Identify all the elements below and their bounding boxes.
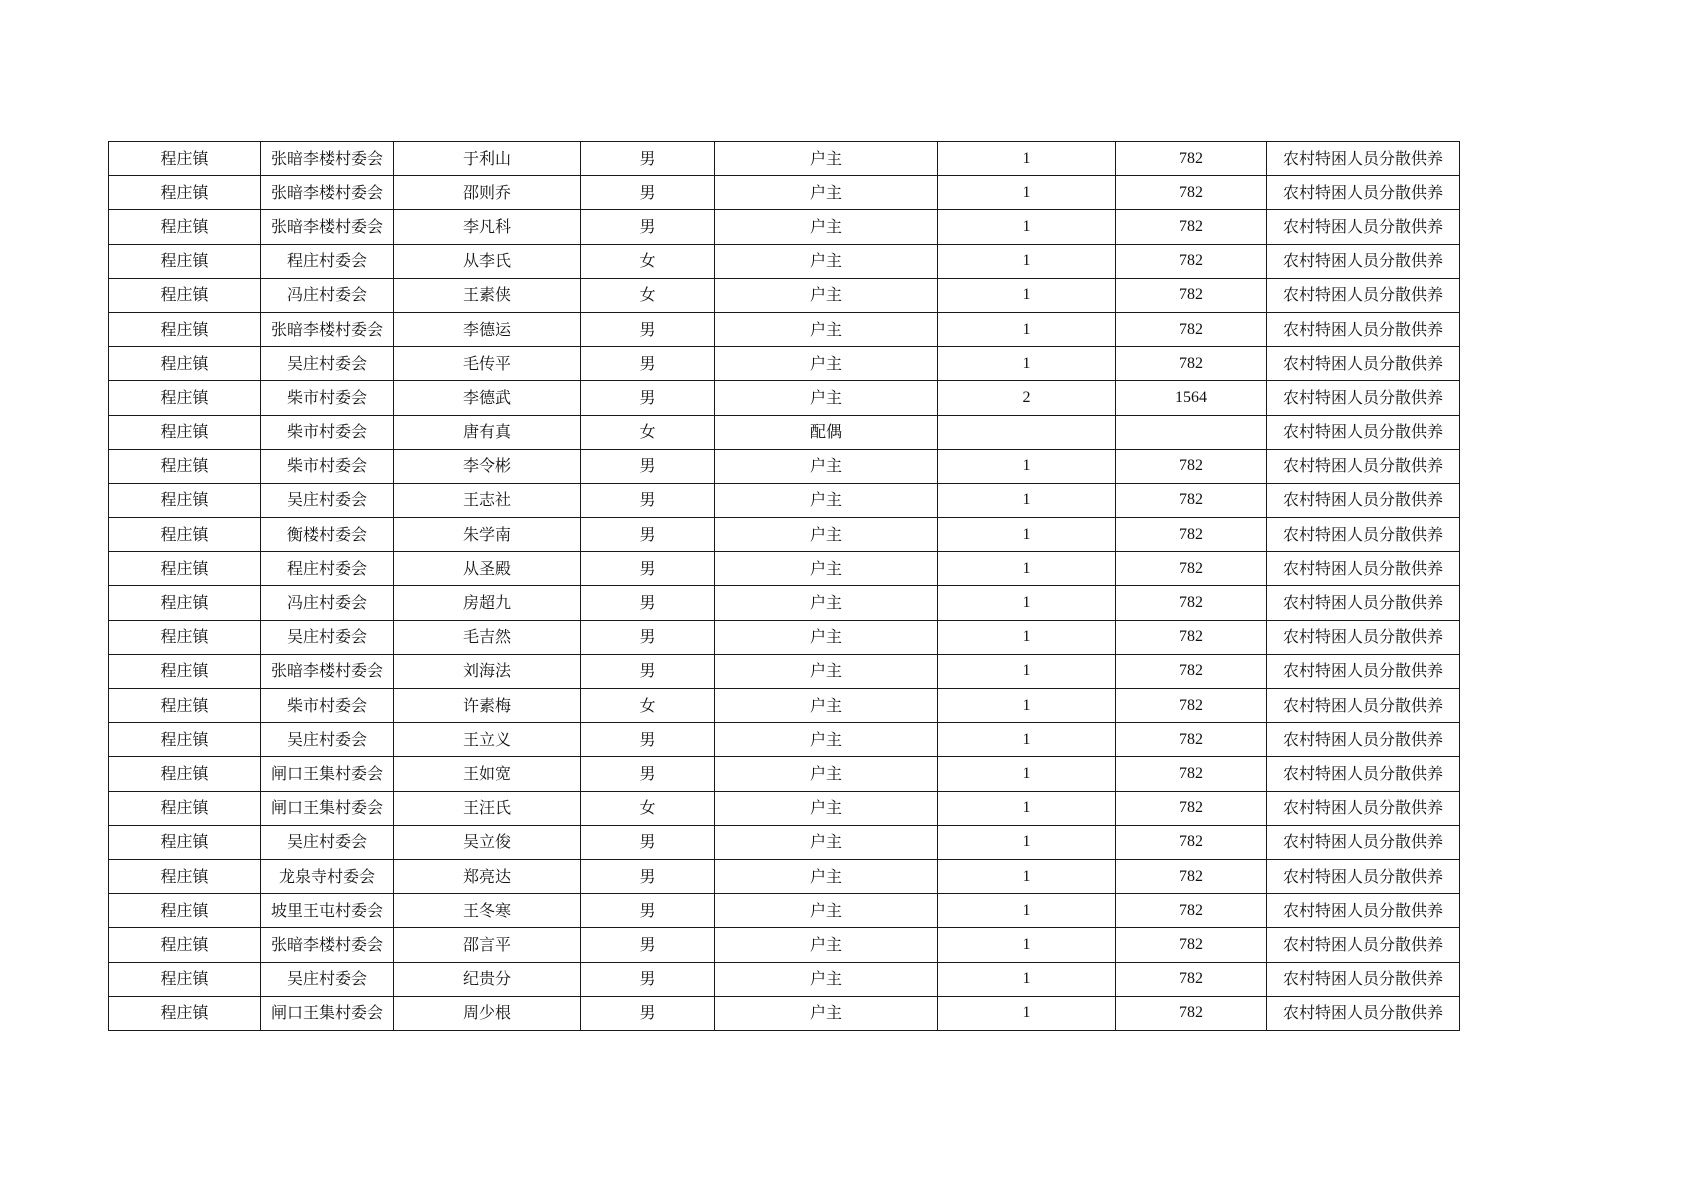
town-cell: 程庄镇: [109, 142, 261, 176]
town-cell: 程庄镇: [109, 723, 261, 757]
gender-cell: 男: [581, 620, 715, 654]
amount-cell: 782: [1116, 483, 1267, 517]
name-cell: 吴立俊: [394, 825, 581, 859]
gender-cell: 男: [581, 723, 715, 757]
category-cell: 农村特困人员分散供养: [1267, 381, 1460, 415]
household-relation-cell: 户主: [715, 996, 938, 1030]
village-committee-cell: 程庄村委会: [261, 244, 394, 278]
table-row: [109, 757, 1460, 791]
household-size-cell: 1: [938, 620, 1116, 654]
amount-cell: 782: [1116, 689, 1267, 723]
table-row: [109, 962, 1460, 996]
name-cell: 刘海法: [394, 654, 581, 688]
amount-cell: 782: [1116, 552, 1267, 586]
town-cell: 程庄镇: [109, 791, 261, 825]
village-committee-cell: 柴市村委会: [261, 449, 394, 483]
gender-cell: 男: [581, 312, 715, 346]
town-cell: 程庄镇: [109, 894, 261, 928]
town-cell: 程庄镇: [109, 586, 261, 620]
town-cell: 程庄镇: [109, 996, 261, 1030]
gender-cell: 女: [581, 415, 715, 449]
household-relation-cell: 户主: [715, 244, 938, 278]
household-size-cell: 1: [938, 483, 1116, 517]
village-committee-cell: 冯庄村委会: [261, 586, 394, 620]
household-size-cell: 1: [938, 654, 1116, 688]
household-size-cell: 1: [938, 552, 1116, 586]
gender-cell: 男: [581, 928, 715, 962]
gender-cell: 女: [581, 244, 715, 278]
household-size-cell: 2: [938, 381, 1116, 415]
gender-cell: 男: [581, 142, 715, 176]
village-committee-cell: 柴市村委会: [261, 415, 394, 449]
table-row: [109, 620, 1460, 654]
amount-cell: 782: [1116, 894, 1267, 928]
category-cell: 农村特困人员分散供养: [1267, 894, 1460, 928]
gender-cell: 女: [581, 689, 715, 723]
category-cell: 农村特困人员分散供养: [1267, 176, 1460, 210]
household-size-cell: 1: [938, 996, 1116, 1030]
household-relation-cell: 户主: [715, 347, 938, 381]
gender-cell: 男: [581, 757, 715, 791]
household-relation-cell: 户主: [715, 210, 938, 244]
household-size-cell: 1: [938, 210, 1116, 244]
town-cell: 程庄镇: [109, 415, 261, 449]
name-cell: 王志社: [394, 483, 581, 517]
town-cell: 程庄镇: [109, 210, 261, 244]
table-row: [109, 996, 1460, 1030]
category-cell: 农村特困人员分散供养: [1267, 620, 1460, 654]
category-cell: 农村特困人员分散供养: [1267, 689, 1460, 723]
village-committee-cell: 闸口王集村委会: [261, 791, 394, 825]
category-cell: 农村特困人员分散供养: [1267, 996, 1460, 1030]
town-cell: 程庄镇: [109, 278, 261, 312]
gender-cell: 男: [581, 381, 715, 415]
category-cell: 农村特困人员分散供养: [1267, 312, 1460, 346]
table-row: [109, 244, 1460, 278]
category-cell: 农村特困人员分散供养: [1267, 142, 1460, 176]
table-row: [109, 859, 1460, 893]
gender-cell: 男: [581, 210, 715, 244]
amount-cell: 782: [1116, 996, 1267, 1030]
table-row: [109, 654, 1460, 688]
name-cell: 王素侠: [394, 278, 581, 312]
amount-cell: 782: [1116, 825, 1267, 859]
table-row: [109, 928, 1460, 962]
table-row: [109, 689, 1460, 723]
town-cell: 程庄镇: [109, 176, 261, 210]
household-relation-cell: 户主: [715, 928, 938, 962]
category-cell: 农村特困人员分散供养: [1267, 928, 1460, 962]
household-size-cell: [938, 415, 1116, 449]
household-relation-cell: 户主: [715, 518, 938, 552]
household-size-cell: 1: [938, 894, 1116, 928]
village-committee-cell: 张暗李楼村委会: [261, 928, 394, 962]
category-cell: 农村特困人员分散供养: [1267, 586, 1460, 620]
village-committee-cell: 吴庄村委会: [261, 825, 394, 859]
household-size-cell: 1: [938, 757, 1116, 791]
gender-cell: 男: [581, 518, 715, 552]
village-committee-cell: 闸口王集村委会: [261, 996, 394, 1030]
gender-cell: 男: [581, 176, 715, 210]
name-cell: 毛吉然: [394, 620, 581, 654]
household-size-cell: 1: [938, 859, 1116, 893]
name-cell: 李令彬: [394, 449, 581, 483]
table-row: [109, 825, 1460, 859]
gender-cell: 女: [581, 791, 715, 825]
village-committee-cell: 吴庄村委会: [261, 620, 394, 654]
village-committee-cell: 冯庄村委会: [261, 278, 394, 312]
town-cell: 程庄镇: [109, 757, 261, 791]
amount-cell: 782: [1116, 654, 1267, 688]
household-relation-cell: 户主: [715, 654, 938, 688]
household-size-cell: 1: [938, 449, 1116, 483]
amount-cell: 782: [1116, 210, 1267, 244]
household-relation-cell: 户主: [715, 552, 938, 586]
village-committee-cell: 闸口王集村委会: [261, 757, 394, 791]
amount-cell: 782: [1116, 791, 1267, 825]
gender-cell: 男: [581, 894, 715, 928]
category-cell: 农村特困人员分散供养: [1267, 962, 1460, 996]
amount-cell: [1116, 415, 1267, 449]
table-row: [109, 278, 1460, 312]
household-size-cell: 1: [938, 176, 1116, 210]
town-cell: 程庄镇: [109, 859, 261, 893]
town-cell: 程庄镇: [109, 347, 261, 381]
household-relation-cell: 户主: [715, 586, 938, 620]
amount-cell: 782: [1116, 859, 1267, 893]
household-size-cell: 1: [938, 723, 1116, 757]
household-relation-cell: 户主: [715, 483, 938, 517]
gender-cell: 男: [581, 654, 715, 688]
household-relation-cell: 户主: [715, 689, 938, 723]
town-cell: 程庄镇: [109, 312, 261, 346]
amount-cell: 782: [1116, 244, 1267, 278]
village-committee-cell: 柴市村委会: [261, 689, 394, 723]
category-cell: 农村特困人员分散供养: [1267, 552, 1460, 586]
town-cell: 程庄镇: [109, 518, 261, 552]
table-row: [109, 210, 1460, 244]
amount-cell: 782: [1116, 620, 1267, 654]
table-row: [109, 142, 1460, 176]
gender-cell: 男: [581, 483, 715, 517]
village-committee-cell: 程庄村委会: [261, 552, 394, 586]
name-cell: 从圣殿: [394, 552, 581, 586]
category-cell: 农村特困人员分散供养: [1267, 415, 1460, 449]
amount-cell: 782: [1116, 723, 1267, 757]
support-roster-table: [108, 141, 1460, 1031]
household-relation-cell: 户主: [715, 825, 938, 859]
town-cell: 程庄镇: [109, 552, 261, 586]
household-size-cell: 1: [938, 347, 1116, 381]
amount-cell: 782: [1116, 142, 1267, 176]
name-cell: 李凡科: [394, 210, 581, 244]
category-cell: 农村特困人员分散供养: [1267, 278, 1460, 312]
household-relation-cell: 户主: [715, 962, 938, 996]
category-cell: 农村特困人员分散供养: [1267, 825, 1460, 859]
town-cell: 程庄镇: [109, 825, 261, 859]
amount-cell: 782: [1116, 928, 1267, 962]
gender-cell: 女: [581, 278, 715, 312]
town-cell: 程庄镇: [109, 620, 261, 654]
table-body: [109, 142, 1460, 1031]
name-cell: 房超九: [394, 586, 581, 620]
household-size-cell: 1: [938, 586, 1116, 620]
category-cell: 农村特困人员分散供养: [1267, 859, 1460, 893]
category-cell: 农村特困人员分散供养: [1267, 654, 1460, 688]
household-relation-cell: 户主: [715, 449, 938, 483]
household-size-cell: 1: [938, 962, 1116, 996]
name-cell: 唐有真: [394, 415, 581, 449]
name-cell: 王汪氏: [394, 791, 581, 825]
table-row: [109, 415, 1460, 449]
category-cell: 农村特困人员分散供养: [1267, 483, 1460, 517]
amount-cell: 782: [1116, 586, 1267, 620]
household-size-cell: 1: [938, 278, 1116, 312]
gender-cell: 男: [581, 996, 715, 1030]
amount-cell: 782: [1116, 449, 1267, 483]
name-cell: 纪贵分: [394, 962, 581, 996]
amount-cell: 782: [1116, 176, 1267, 210]
household-size-cell: 1: [938, 689, 1116, 723]
village-committee-cell: 吴庄村委会: [261, 483, 394, 517]
name-cell: 李德运: [394, 312, 581, 346]
household-size-cell: 1: [938, 244, 1116, 278]
household-relation-cell: 户主: [715, 312, 938, 346]
name-cell: 从李氏: [394, 244, 581, 278]
table-row: [109, 791, 1460, 825]
table-row: [109, 894, 1460, 928]
town-cell: 程庄镇: [109, 483, 261, 517]
household-size-cell: 1: [938, 142, 1116, 176]
town-cell: 程庄镇: [109, 962, 261, 996]
name-cell: 李德武: [394, 381, 581, 415]
household-relation-cell: 户主: [715, 859, 938, 893]
town-cell: 程庄镇: [109, 654, 261, 688]
household-size-cell: 1: [938, 312, 1116, 346]
amount-cell: 782: [1116, 312, 1267, 346]
gender-cell: 男: [581, 962, 715, 996]
household-relation-cell: 户主: [715, 791, 938, 825]
category-cell: 农村特困人员分散供养: [1267, 757, 1460, 791]
table-row: [109, 176, 1460, 210]
household-relation-cell: 户主: [715, 894, 938, 928]
name-cell: 朱学南: [394, 518, 581, 552]
amount-cell: 782: [1116, 518, 1267, 552]
amount-cell: 782: [1116, 757, 1267, 791]
amount-cell: 1564: [1116, 381, 1267, 415]
name-cell: 王冬寒: [394, 894, 581, 928]
village-committee-cell: 张暗李楼村委会: [261, 210, 394, 244]
village-committee-cell: 衡楼村委会: [261, 518, 394, 552]
table-row: [109, 347, 1460, 381]
category-cell: 农村特困人员分散供养: [1267, 210, 1460, 244]
name-cell: 于利山: [394, 142, 581, 176]
gender-cell: 男: [581, 552, 715, 586]
table-row: [109, 312, 1460, 346]
town-cell: 程庄镇: [109, 689, 261, 723]
table-row: [109, 518, 1460, 552]
village-committee-cell: 吴庄村委会: [261, 723, 394, 757]
household-relation-cell: 配偶: [715, 415, 938, 449]
household-relation-cell: 户主: [715, 620, 938, 654]
category-cell: 农村特困人员分散供养: [1267, 518, 1460, 552]
table-row: [109, 552, 1460, 586]
table-row: [109, 586, 1460, 620]
amount-cell: 782: [1116, 278, 1267, 312]
village-committee-cell: 张暗李楼村委会: [261, 142, 394, 176]
category-cell: 农村特困人员分散供养: [1267, 244, 1460, 278]
gender-cell: 男: [581, 347, 715, 381]
name-cell: 邵则乔: [394, 176, 581, 210]
household-relation-cell: 户主: [715, 278, 938, 312]
name-cell: 邵言平: [394, 928, 581, 962]
household-size-cell: 1: [938, 518, 1116, 552]
category-cell: 农村特困人员分散供养: [1267, 791, 1460, 825]
household-size-cell: 1: [938, 928, 1116, 962]
town-cell: 程庄镇: [109, 449, 261, 483]
village-committee-cell: 张暗李楼村委会: [261, 312, 394, 346]
table-row: [109, 449, 1460, 483]
table-row: [109, 723, 1460, 757]
table-row: [109, 483, 1460, 517]
household-relation-cell: 户主: [715, 176, 938, 210]
household-relation-cell: 户主: [715, 381, 938, 415]
village-committee-cell: 吴庄村委会: [261, 347, 394, 381]
name-cell: 郑亮达: [394, 859, 581, 893]
table-row: [109, 381, 1460, 415]
gender-cell: 男: [581, 586, 715, 620]
village-committee-cell: 坡里王屯村委会: [261, 894, 394, 928]
household-size-cell: 1: [938, 791, 1116, 825]
town-cell: 程庄镇: [109, 244, 261, 278]
name-cell: 许素梅: [394, 689, 581, 723]
town-cell: 程庄镇: [109, 381, 261, 415]
village-committee-cell: 张暗李楼村委会: [261, 176, 394, 210]
village-committee-cell: 吴庄村委会: [261, 962, 394, 996]
name-cell: 王如宽: [394, 757, 581, 791]
household-relation-cell: 户主: [715, 723, 938, 757]
name-cell: 王立义: [394, 723, 581, 757]
name-cell: 周少根: [394, 996, 581, 1030]
name-cell: 毛传平: [394, 347, 581, 381]
gender-cell: 男: [581, 859, 715, 893]
gender-cell: 男: [581, 449, 715, 483]
town-cell: 程庄镇: [109, 928, 261, 962]
village-committee-cell: 龙泉寺村委会: [261, 859, 394, 893]
village-committee-cell: 张暗李楼村委会: [261, 654, 394, 688]
amount-cell: 782: [1116, 347, 1267, 381]
amount-cell: 782: [1116, 962, 1267, 996]
household-relation-cell: 户主: [715, 757, 938, 791]
village-committee-cell: 柴市村委会: [261, 381, 394, 415]
gender-cell: 男: [581, 825, 715, 859]
category-cell: 农村特困人员分散供养: [1267, 449, 1460, 483]
household-relation-cell: 户主: [715, 142, 938, 176]
category-cell: 农村特困人员分散供养: [1267, 723, 1460, 757]
household-size-cell: 1: [938, 825, 1116, 859]
category-cell: 农村特困人员分散供养: [1267, 347, 1460, 381]
